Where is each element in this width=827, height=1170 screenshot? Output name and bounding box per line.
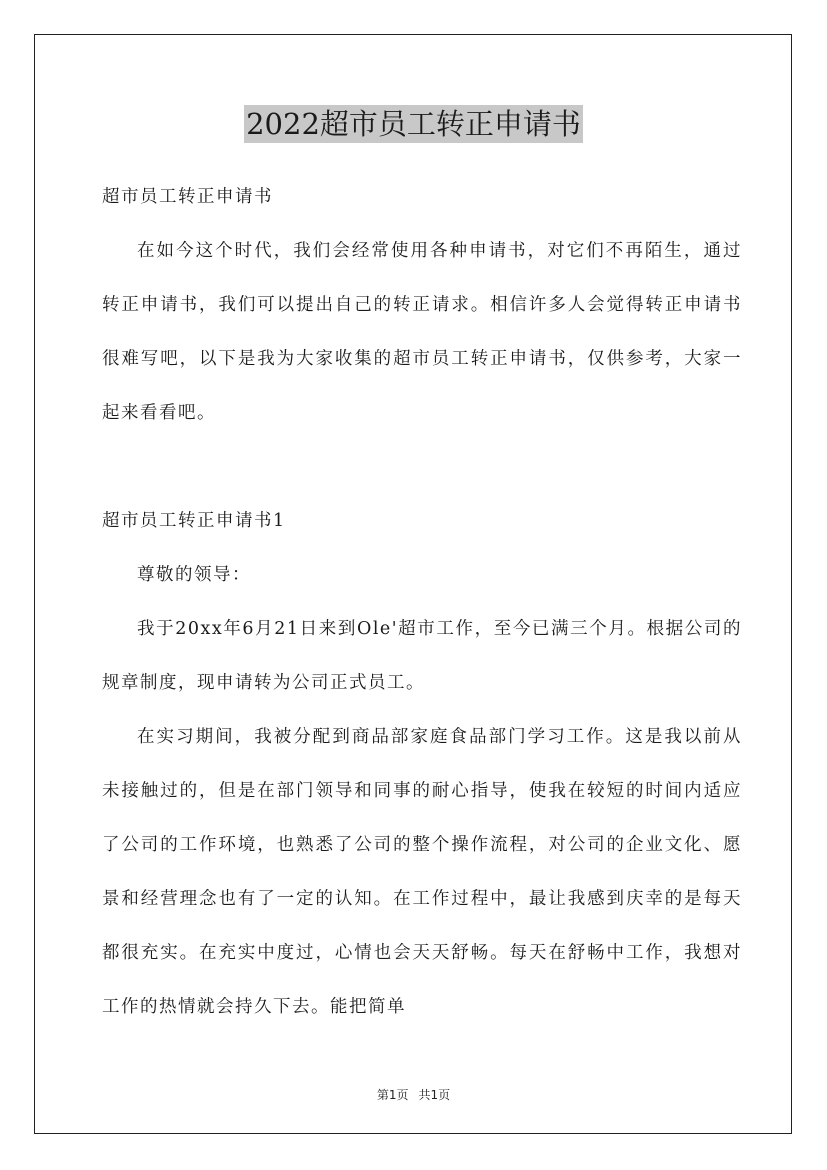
document-title-text: 2022超市员工转正申请书 [246,107,581,141]
body-paragraph: 我于20xx年6月21日来到Ole'超市工作，至今已满三个月。根据公司的规章制度，现申请转为公司正式员工。 [102,619,742,693]
document-title [0,104,827,143]
page-total: 共1页 [418,1088,451,1102]
subtitle-paragraph: 超市员工转正申请书 [102,187,273,207]
salutation-paragraph: 尊敬的领导： [137,565,251,585]
page-footer [0,1086,827,1103]
body-paragraph: 在实习期间，我被分配到商品部家庭食品部门学习工作。这是我以前从未接触过的，但是在部门领导和同事的耐心指导，使我在较短的时间内适应了公司的工作环境，也熟悉了公司的整个操作流程，对公司的企业文化、愿景和经营理念也有了一定的认知。在工作过程中，最让我感到庆幸的是每天都很充实。在充实中度过，心情也会天天舒畅。每天在舒畅中工作，我想对工作的热情就会持久下去。能把简单 [102,727,742,1017]
document-body [102,170,742,1034]
section-heading: 超市员工转正申请书1 [102,511,286,531]
paragraph-spacer [102,440,742,494]
page-number: 第1页 [376,1088,409,1102]
intro-paragraph: 在如今这个时代，我们会经常使用各种申请书，对它们不再陌生，通过转正申请书，我们可以提出自己的转正请求。相信许多人会觉得转正申请书很难写吧，以下是我为大家收集的超市员工转正申请书，仅供参考，大家一起来看看吧。 [102,241,742,423]
